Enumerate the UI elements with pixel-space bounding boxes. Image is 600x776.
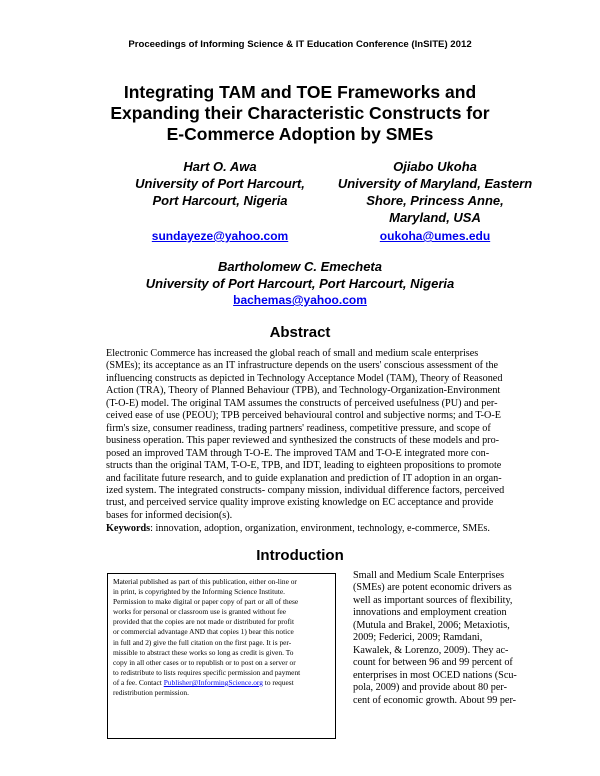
author-email-link[interactable]: sundayeze@yahoo.com xyxy=(151,229,289,243)
abstract-line: (SMEs); its acceptance as an IT infrastructure depends on the users' conscious assessment of the xyxy=(106,360,499,372)
abstract-line: firm's size, consumer readiness, trading partners' readiness, competitive pressure, and scope of xyxy=(106,422,491,434)
abstract-body xyxy=(106,348,505,522)
copyright-line: to redistribute to lists requires specific permission and payment xyxy=(113,667,301,677)
abstract-line: posed an improved TAM through T-O-E. The improved TAM and T-O-E integrated more con- xyxy=(106,447,490,459)
copyright-line: in full and 2) give the full citation on the first page. It is per- xyxy=(113,637,292,647)
copyright-line: redistribution permission. xyxy=(113,688,189,698)
publisher-email-link[interactable]: Publisher@InformingScience.org xyxy=(163,677,263,687)
keywords-text: : innovation, adoption, organization, environment, technology, e-commerce, SMEs. xyxy=(150,523,490,534)
intro-line: 2009; Federici, 2009; Ramdani, xyxy=(353,632,483,644)
title-line: Integrating TAM and TOE Frameworks and xyxy=(123,82,477,102)
intro-line: Small and Medium Scale Enterprises xyxy=(353,570,505,581)
author-email-link[interactable]: bachemas@yahoo.com xyxy=(233,293,367,307)
author-block-2 xyxy=(315,158,555,226)
intro-line: enterprises in most OCED nations (Scu- xyxy=(353,669,517,681)
abstract-heading: Abstract xyxy=(269,324,331,341)
author-affiliation: University of Port Harcourt, Port Harcourt, Nigeria xyxy=(145,276,455,291)
copyright-post-link: to request xyxy=(262,677,294,687)
abstract-line: Action (TRA), Theory of Planned Behaviour (TPB), and Technology-Organization-Environment xyxy=(106,385,501,397)
abstract-line: ceived ease of use (PEOU); TPB perceived behavioural control and subjective norms; and T-O-E xyxy=(106,410,502,422)
author-name: Hart O. Awa xyxy=(183,159,257,174)
keywords-label: Keywords xyxy=(106,523,151,534)
copyright-line: missible to abstract these works so long as credit is given. To xyxy=(113,647,294,657)
intro-line: pola, 2009) and provide about 80 per- xyxy=(353,682,507,694)
copyright-line: Permission to make digital or paper copy of part or all of these xyxy=(113,597,299,607)
copyright-line: works for personal or classroom use is granted without fee xyxy=(113,607,287,617)
copyright-pre-link: of a fee. Contact xyxy=(113,677,164,687)
author-block-3 xyxy=(60,258,540,292)
introduction-heading: Introduction xyxy=(256,547,344,564)
copyright-line: or commercial advantage AND that copies 1) bear this notice xyxy=(113,627,294,637)
abstract-line: ized system. The integrated constructs- company mission, individual difference factors, perceived xyxy=(106,484,505,496)
abstract-line: Electronic Commerce has increased the global reach of small and medium scale enterprises xyxy=(106,348,479,359)
intro-line: innovations and employment creation xyxy=(353,607,507,619)
copyright-line: copy in all other cases or to republish or to post on a server or xyxy=(113,657,296,667)
author-name: Bartholomew C. Emecheta xyxy=(218,259,382,274)
intro-line: (SMEs) are potent economic drivers as xyxy=(353,582,512,594)
abstract-line: business operation. This paper reviewed and synthesized the constructs of these models and pro- xyxy=(106,435,500,447)
copyright-notice-text xyxy=(113,577,333,698)
abstract-line: (T-O-E) model. The original TAM assumes the constructs of perceived usefulness (PU) and per- xyxy=(106,397,498,409)
paper-title xyxy=(60,82,540,145)
proceedings-header: Proceedings of Informing Science & IT Education Conference (InSITE) 2012 xyxy=(128,39,472,50)
author-affiliation: University of Port Harcourt, xyxy=(135,176,305,191)
author-affiliation: Shore, Princess Anne, xyxy=(366,193,504,208)
abstract-line: and facilitate future research, and to guide explanation and prediction of IT adoption in an organ- xyxy=(106,472,502,484)
author-name: Ojiabo Ukoha xyxy=(393,159,477,174)
title-line: E-Commerce Adoption by SMEs xyxy=(166,124,434,144)
author-affiliation: Port Harcourt, Nigeria xyxy=(152,193,288,208)
copyright-line: provided that the copies are not made or distributed for profit xyxy=(113,617,295,627)
author-affiliation: Maryland, USA xyxy=(389,210,481,225)
author-email-link[interactable]: oukoha@umes.edu xyxy=(379,229,491,243)
abstract-line: structs than the original TAM, T-O-E, TPB, and IDT, leading to eighteen propositions to promote xyxy=(106,460,502,472)
intro-line: cent of economic growth. About 99 per- xyxy=(353,694,517,706)
author-block-1 xyxy=(105,158,335,209)
copyright-line: in print, is copyrighted by the Informing Science Institute. xyxy=(113,587,286,597)
author-affiliation: University of Maryland, Eastern xyxy=(337,176,533,191)
intro-line: count for between 96 and 99 percent of xyxy=(353,657,513,669)
abstract-line: trust, and perceived service quality improve existing knowledge on EC acceptance and provide xyxy=(106,497,494,509)
title-line: Expanding their Characteristic Constructs for xyxy=(110,103,490,123)
copyright-line xyxy=(113,678,333,688)
intro-line: (Mutula and Brakel, 2006; Metaxiotis, xyxy=(353,619,510,631)
copyright-line: Material published as part of this publication, either on-line or xyxy=(113,577,297,586)
abstract-line: bases for informed decision(s). xyxy=(106,509,233,521)
keywords-line xyxy=(106,523,490,534)
introduction-body xyxy=(353,570,553,707)
intro-line: well as important sources of flexibility, xyxy=(353,594,513,606)
abstract-line: influencing constructs as depicted in Technology Acceptance Model (TAM), Theory of Reasoned xyxy=(106,372,503,384)
intro-line: Kawalek, & Lorenzo, 2009). They ac- xyxy=(353,644,509,656)
